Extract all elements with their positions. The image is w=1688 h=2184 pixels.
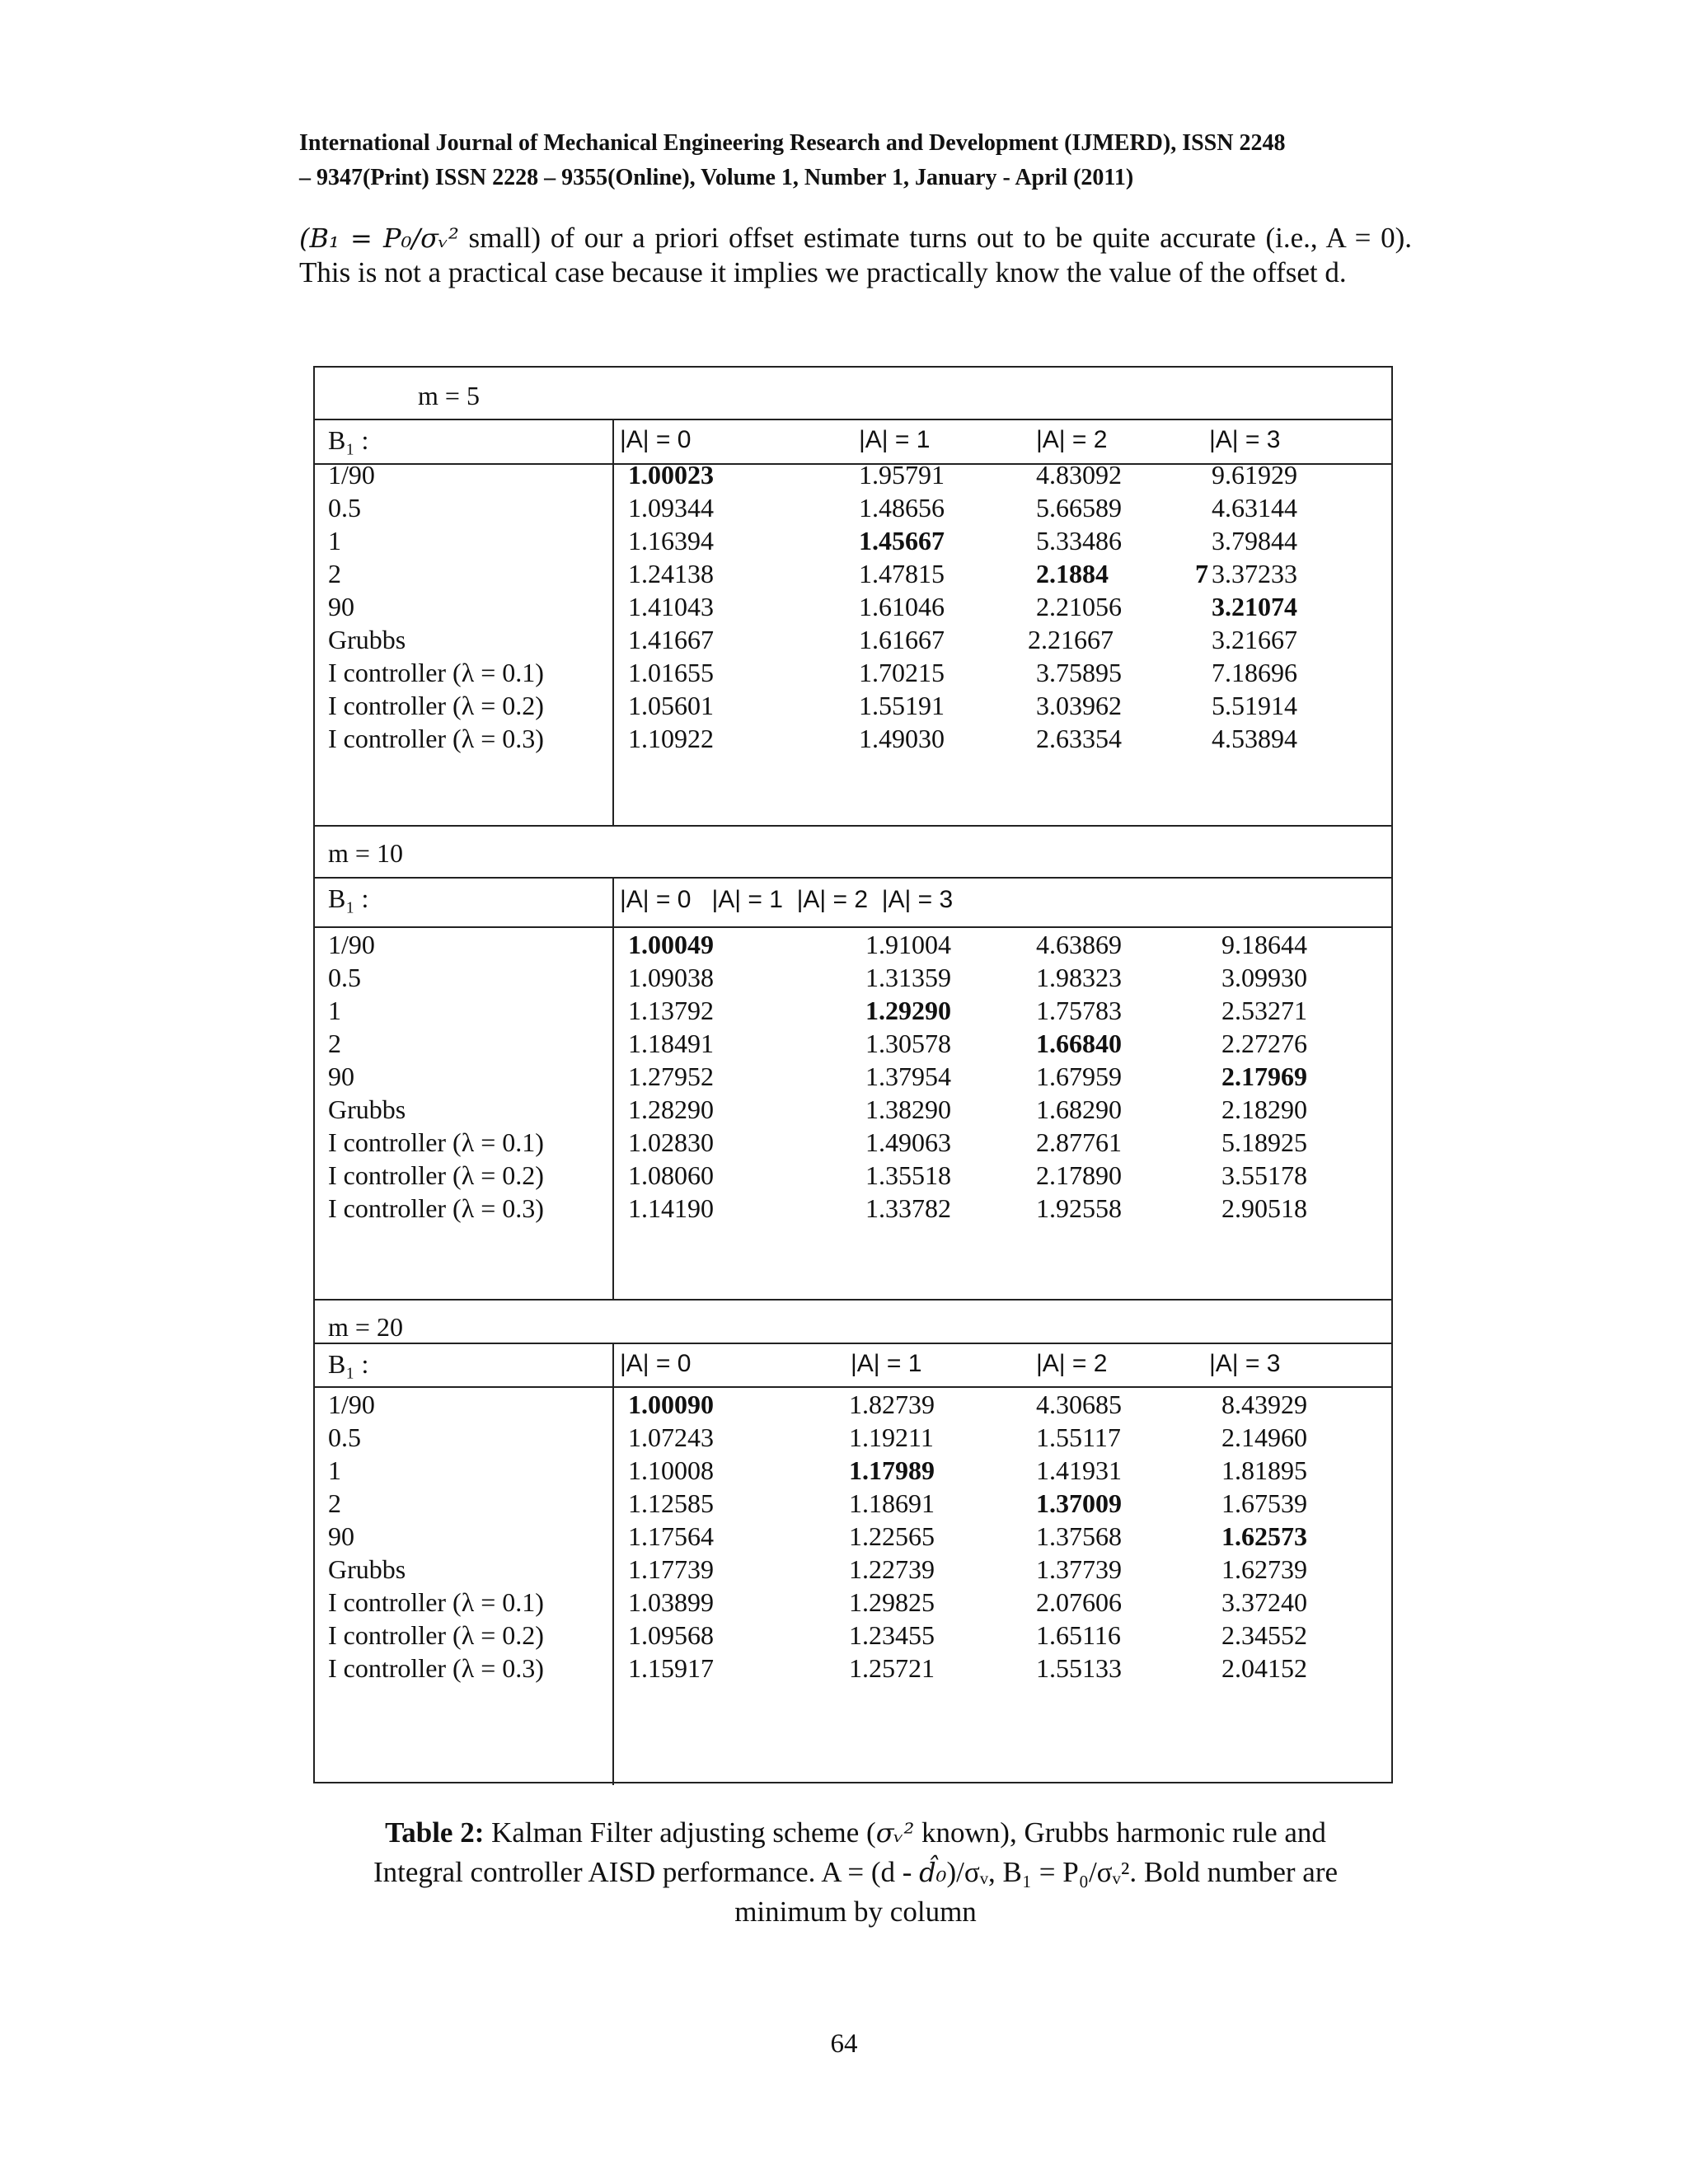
table-cell: 8.43929 (1221, 1390, 1307, 1419)
row-label: 1/90 (328, 460, 375, 490)
table-cell: 1.18491 (628, 1029, 714, 1058)
b1-label: B₁ : (328, 1349, 369, 1379)
row-label: I controller (λ = 0.2) (328, 1160, 544, 1190)
table-cell: 1.49063 (865, 1127, 951, 1157)
table-cell: 1.19211 (849, 1422, 934, 1452)
table-cell: 1.66840 (1036, 1029, 1122, 1058)
table-cell: 1.27952 (628, 1062, 714, 1091)
caption-sigma: σᵥ² (875, 1817, 915, 1849)
row-label: Grubbs (328, 1094, 406, 1124)
table-cell: 1.49030 (859, 724, 945, 753)
table-cell: 1.08060 (628, 1160, 714, 1190)
table-cell: 1.09344 (628, 493, 714, 523)
intro-text: small) of our a priori offset estimate turns out to be quite accurate (i.e., A = 0). This is not a practical case because it implies we practically know the value of the offset d. (299, 222, 1412, 288)
table-cell: 2.53271 (1221, 996, 1307, 1025)
table-cell: 1.75783 (1036, 996, 1122, 1025)
journal-header (299, 126, 1412, 195)
table-cell: 3.03962 (1036, 691, 1122, 720)
table-cell: 1.29290 (865, 996, 951, 1025)
table-cell: 1.03899 (628, 1587, 714, 1617)
caption-text-4: )/σᵥ, B₁ = P₀/σᵥ². Bold number are (946, 1856, 1339, 1888)
table-cell: 1.14190 (628, 1193, 714, 1223)
table-cell: 3.37240 (1221, 1587, 1307, 1617)
table-cell: 1.29825 (849, 1587, 935, 1617)
section-title: m = 5 (418, 381, 480, 410)
row-label: I controller (λ = 0.1) (328, 1127, 544, 1157)
table-cell: 1.22565 (849, 1521, 935, 1551)
table-cell: 1.82739 (849, 1390, 935, 1419)
table-cell: 4.30685 (1036, 1390, 1122, 1419)
table-cell: 1.00090 (628, 1390, 714, 1419)
table-rule (315, 419, 1391, 420)
table-cell: 5.33486 (1036, 526, 1122, 555)
table-cell: 1.31359 (865, 963, 951, 992)
table-cell: 1.13792 (628, 996, 714, 1025)
table-cell: 1.81895 (1221, 1455, 1307, 1485)
table-cell: 1.28290 (628, 1094, 714, 1124)
table-cell: 2.90518 (1221, 1193, 1307, 1223)
results-table (313, 366, 1393, 1783)
caption-line-2 (299, 1853, 1412, 1892)
row-label: I controller (λ = 0.3) (328, 1653, 544, 1683)
table-cell: 1.98323 (1036, 963, 1122, 992)
table-cell: 1.38290 (865, 1094, 951, 1124)
table-cell: 4.63869 (1036, 930, 1122, 959)
table-cell: 1.47815 (859, 559, 945, 588)
table-cell: 2.18290 (1221, 1094, 1307, 1124)
table-cell: 1.02830 (628, 1127, 714, 1157)
table-cell: 4.83092 (1036, 460, 1122, 490)
table-cell: 3.79844 (1212, 526, 1297, 555)
table-cell: 1.18691 (849, 1488, 935, 1518)
row-label: 0.5 (328, 493, 361, 523)
table-cell: 1.41667 (628, 625, 714, 654)
table-cell: 3.21074 (1212, 592, 1297, 621)
caption-line-3: minimum by column (734, 1896, 977, 1928)
row-label: 2 (328, 1029, 341, 1058)
table-cell: 1.37568 (1036, 1521, 1122, 1551)
table-cell: 1.55117 (1036, 1422, 1121, 1452)
table-cell: 1.09038 (628, 963, 714, 992)
stray-digit: 7 (1195, 559, 1208, 588)
row-label: 90 (328, 1062, 354, 1091)
column-header: |A| = 0 (620, 1350, 692, 1377)
table-cell: 9.61929 (1212, 460, 1297, 490)
table-cell: 1.16394 (628, 526, 714, 555)
table-cell: 1.95791 (859, 460, 945, 490)
table-cell: 1.07243 (628, 1422, 714, 1452)
column-header: |A| = 1 (851, 1350, 922, 1377)
row-label: Grubbs (328, 625, 406, 654)
table-cell: 1.61667 (859, 625, 945, 654)
table-cell: 4.63144 (1212, 493, 1297, 523)
row-label: I controller (λ = 0.3) (328, 1193, 544, 1223)
page-number: 64 (830, 2029, 858, 2059)
table-cell: 1.37739 (1036, 1554, 1122, 1584)
table-cell: 2.21667 (1028, 625, 1114, 654)
table-cell: 3.09930 (1221, 963, 1307, 992)
table-cell: 1.35518 (865, 1160, 951, 1190)
row-label: 0.5 (328, 1422, 361, 1452)
table-cell: 9.18644 (1221, 930, 1307, 959)
table-cell: 1.09568 (628, 1620, 714, 1650)
row-label: I controller (λ = 0.2) (328, 1620, 544, 1650)
table-cell: 1.17989 (849, 1455, 935, 1485)
table-cell: 1.67959 (1036, 1062, 1122, 1091)
table-cell: 1.30578 (865, 1029, 951, 1058)
caption-text-3: Integral controller AISD performance. A = (d - (373, 1856, 920, 1888)
section-rule (315, 1299, 1391, 1301)
row-label: I controller (λ = 0.1) (328, 1587, 544, 1617)
table-cell: 2.04152 (1221, 1653, 1307, 1683)
table-cell: 1.61046 (859, 592, 945, 621)
table-cell: 1.45667 (859, 526, 945, 555)
table-cell: 2.07606 (1036, 1587, 1122, 1617)
table-rule (315, 877, 1391, 879)
table-cell: 1.55133 (1036, 1653, 1122, 1683)
table-cell: 2.14960 (1221, 1422, 1307, 1452)
table-cell: 2.34552 (1221, 1620, 1307, 1650)
row-label: Grubbs (328, 1554, 406, 1584)
table-cell: 4.53894 (1212, 724, 1297, 753)
row-label: 2 (328, 559, 341, 588)
row-label: I controller (λ = 0.3) (328, 724, 544, 753)
row-label: 1/90 (328, 930, 375, 959)
row-label: 1/90 (328, 1390, 375, 1419)
row-label: 1 (328, 996, 341, 1025)
table-cell: 2.21056 (1036, 592, 1122, 621)
row-label: 0.5 (328, 963, 361, 992)
row-label: I controller (λ = 0.2) (328, 691, 544, 720)
table-cell: 2.87761 (1036, 1127, 1122, 1157)
table-cell: 1.25721 (849, 1653, 935, 1683)
caption-text-2: known), Grubbs harmonic rule and (914, 1816, 1326, 1849)
table-cell: 1.91004 (865, 930, 951, 959)
column-header: |A| = 2 (1036, 1350, 1108, 1377)
row-label: 90 (328, 1521, 354, 1551)
table-cell: 1.65116 (1036, 1620, 1121, 1650)
b1-label: B₁ : (328, 425, 369, 455)
table-cell: 3.75895 (1036, 658, 1122, 687)
section-title: m = 20 (328, 1312, 403, 1342)
table-cell: 1.24138 (628, 559, 714, 588)
row-label: I controller (λ = 0.1) (328, 658, 544, 687)
table-cell: 1.55191 (859, 691, 945, 720)
section-rule (315, 825, 1391, 827)
caption-d0hat: d̂₀ (919, 1857, 947, 1888)
caption-label: Table 2: (385, 1816, 485, 1849)
table-cell: 1.00023 (628, 460, 714, 490)
journal-header-line-2: – 9347(Print) ISSN 2228 – 9355(Online), Volume 1, Number 1, January - April (2011) (299, 165, 1134, 190)
table-cell: 1.67539 (1221, 1488, 1307, 1518)
column-header: |A| = 0 (620, 426, 692, 453)
table-cell: 1.12585 (628, 1488, 714, 1518)
caption-line-1 (299, 1813, 1412, 1853)
table-cell: 1.17564 (628, 1521, 714, 1551)
table-cell: 1.17739 (628, 1554, 714, 1584)
table-cell: 1.23455 (849, 1620, 935, 1650)
table-cell: 1.92558 (1036, 1193, 1122, 1223)
table-cell: 1.05601 (628, 691, 714, 720)
table-cell: 1.48656 (859, 493, 945, 523)
table-cell: 1.00049 (628, 930, 714, 959)
column-divider (612, 877, 614, 1299)
row-label: 2 (328, 1488, 341, 1518)
table-cell: 1.37009 (1036, 1488, 1122, 1518)
column-header: |A| = 3 (1209, 1350, 1281, 1377)
column-header: |A| = 2 (1036, 426, 1108, 453)
table-cell: 1.10008 (628, 1455, 714, 1485)
table-cell: 3.55178 (1221, 1160, 1307, 1190)
table-cell: 7.18696 (1212, 658, 1297, 687)
table-cell: 1.41931 (1036, 1455, 1122, 1485)
table-cell: 5.66589 (1036, 493, 1122, 523)
table-cell: 3.37233 (1212, 559, 1297, 588)
table-cell: 2.17890 (1036, 1160, 1122, 1190)
column-header: |A| = 3 (1209, 426, 1281, 453)
table-cell: 1.01655 (628, 658, 714, 687)
column-headers: |A| = 0 |A| = 1 |A| = 2 |A| = 3 (620, 886, 954, 913)
intro-formula: (B₁ = P₀/σᵥ² (299, 223, 459, 254)
table-cell: 1.68290 (1036, 1094, 1122, 1124)
table-cell: 1.10922 (628, 724, 714, 753)
journal-header-line-1: International Journal of Mechanical Engineering Research and Development (IJMERD), ISSN 2248 (299, 130, 1286, 156)
table-cell: 1.15917 (628, 1653, 714, 1683)
row-label: 1 (328, 1455, 341, 1485)
row-label: 90 (328, 592, 354, 621)
column-header: |A| = 1 (859, 426, 931, 453)
caption-text-1: Kalman Filter adjusting scheme ( (484, 1816, 876, 1849)
table-caption (299, 1813, 1412, 1931)
table-cell: 1.41043 (628, 592, 714, 621)
table-cell: 5.51914 (1212, 691, 1297, 720)
section-title: m = 10 (328, 838, 403, 868)
table-cell: 3.21667 (1212, 625, 1297, 654)
table-cell: 2.17969 (1221, 1062, 1307, 1091)
column-divider (612, 1343, 614, 1785)
table-cell: 1.22739 (849, 1554, 935, 1584)
table-cell: 2.27276 (1221, 1029, 1307, 1058)
table-cell: 1.70215 (859, 658, 945, 687)
table-cell: 2.63354 (1036, 724, 1122, 753)
table-cell: 5.18925 (1221, 1127, 1307, 1157)
intro-paragraph (299, 221, 1412, 290)
table-cell: 1.62573 (1221, 1521, 1307, 1551)
table-cell: 1.33782 (865, 1193, 951, 1223)
table-cell: 1.62739 (1221, 1554, 1307, 1584)
table-cell: 2.1884 (1036, 559, 1109, 588)
column-divider (612, 419, 614, 825)
table-cell: 1.37954 (865, 1062, 951, 1091)
table-rule (315, 1343, 1391, 1344)
b1-label: B₁ : (328, 883, 369, 913)
row-label: 1 (328, 526, 341, 555)
